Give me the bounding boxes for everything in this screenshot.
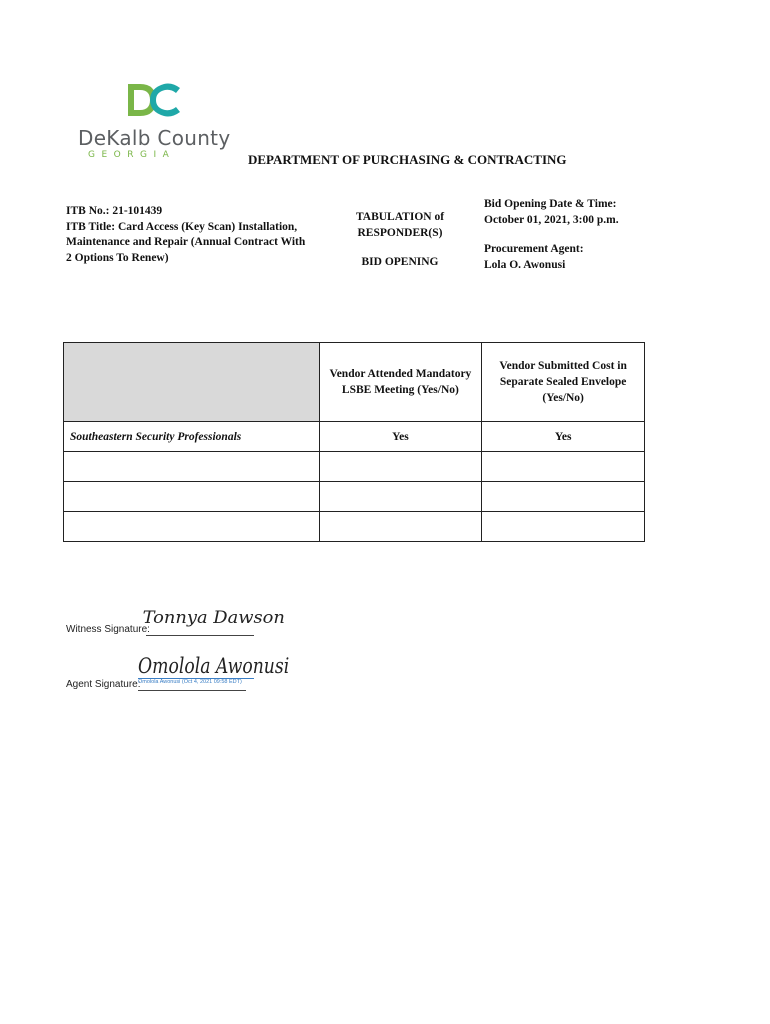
bid-date-value: October 01, 2021, 3:00 p.m. [484, 213, 619, 226]
dc-logo-mark-icon [126, 80, 182, 120]
itb-number: ITB No.: 21-101439 [66, 205, 163, 217]
tabulation-line: TABULATION of [355, 211, 445, 223]
bid-date-label: Bid Opening Date & Time: [484, 198, 617, 210]
procurement-agent-value: Lola O. Awonusi [484, 258, 566, 271]
table-header-lsbe: Vendor Attended Mandatory LSBE Meeting (Yes/No) [319, 343, 482, 422]
procurement-agent-label: Procurement Agent: [484, 243, 584, 255]
itb-title-line: Maintenance and Repair (Annual Contract With [66, 236, 306, 248]
table-row [64, 452, 645, 482]
agent-esign-stamp: Omolola Awonusi (Oct 4, 2021 09:58 EDT) [138, 679, 242, 685]
responder-table [63, 342, 645, 542]
table-header-row [64, 343, 645, 422]
witness-signature-label: Witness Signature: [66, 624, 150, 635]
itb-title-line: ITB Title: Card Access (Key Scan) Installation, [66, 220, 298, 233]
sealed-value [482, 482, 645, 512]
logo-state-name: GEORGIA [88, 150, 176, 160]
bid-opening-label: BID OPENING [361, 256, 439, 268]
tabulation-heading [340, 210, 460, 271]
table-row [64, 512, 645, 542]
vendor-name [64, 482, 320, 512]
agent-signature-line [138, 690, 246, 691]
itb-title-line: 2 Options To Renew) [66, 251, 169, 264]
lsbe-value [319, 512, 482, 542]
table-row [64, 422, 645, 452]
sealed-value: Yes [482, 422, 645, 452]
department-title: DEPARTMENT OF PURCHASING & CONTRACTING [248, 152, 567, 167]
table-row [64, 482, 645, 512]
itb-info [66, 204, 336, 266]
lsbe-value [319, 452, 482, 482]
table-header-vendor [64, 343, 320, 422]
dekalb-county-logo [78, 80, 231, 162]
bid-info [484, 197, 684, 273]
table-header-sealed: Vendor Submitted Cost in Separate Sealed Envelope (Yes/No) [482, 343, 645, 422]
logo-county-name: DeKalb County [78, 126, 231, 150]
lsbe-value: Yes [319, 422, 482, 452]
lsbe-value [319, 482, 482, 512]
sealed-value [482, 452, 645, 482]
agent-signature: Omolola Awonusi [138, 654, 290, 678]
sealed-value [482, 512, 645, 542]
witness-signature: Tonnya Dawson [142, 608, 285, 628]
witness-signature-line [146, 635, 254, 636]
agent-signature-label: Agent Signature: [66, 679, 141, 690]
vendor-name [64, 452, 320, 482]
vendor-name [64, 512, 320, 542]
vendor-name: Southeastern Security Professionals [64, 422, 320, 452]
tabulation-line: RESPONDER(S) [357, 226, 443, 239]
